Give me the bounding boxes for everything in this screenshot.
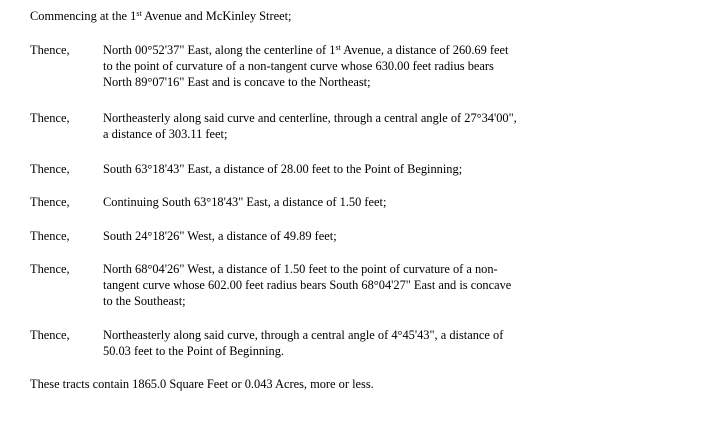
call-lead: Thence, <box>30 111 70 125</box>
call-line: to the Southeast; <box>103 294 186 308</box>
area-summary: These tracts contain 1865.0 Square Feet or 0.043 Acres, more or less. <box>30 377 374 391</box>
call-lead: Thence, <box>30 43 70 57</box>
call-text <box>103 327 593 359</box>
call-line: Northeasterly along said curve, through a central angle of 4°45'43", a distance of <box>103 328 504 342</box>
call-line <box>103 42 593 58</box>
call-line: 50.03 feet to the Point of Beginning. <box>103 344 285 358</box>
call-line: South 24°18'26" West, a distance of 49.89 feet; <box>103 229 337 243</box>
call-text <box>103 110 593 142</box>
call-lead: Thence, <box>30 195 70 209</box>
ordinal-suffix: st <box>335 43 341 52</box>
call-line: South 63°18'43" East, a distance of 28.00 feet to the Point of Beginning; <box>103 162 463 176</box>
commencing-text-start: Commencing at the 1 <box>30 9 137 23</box>
ordinal-suffix: st <box>136 9 142 18</box>
call-line: North 68°04'26" West, a distance of 1.50 feet to the point of curvature of a non- <box>103 262 498 276</box>
call-lead: Thence, <box>30 328 70 342</box>
call-text <box>103 261 593 309</box>
call-line: a distance of 303.11 feet; <box>103 127 228 141</box>
commencing-text-end: Avenue and McKinley Street; <box>141 9 292 23</box>
call-line-text: Avenue, a distance of 260.69 feet <box>340 43 509 57</box>
call-text <box>103 161 593 177</box>
call-line: to the point of curvature of a non-tangent curve whose 630.00 feet radius bears <box>103 59 494 73</box>
call-text <box>103 42 593 90</box>
call-lead: Thence, <box>30 162 70 176</box>
call-line: Continuing South 63°18'43" East, a distance of 1.50 feet; <box>103 195 387 209</box>
call-line: North 89°07'16" East and is concave to the Northeast; <box>103 75 371 89</box>
call-lead: Thence, <box>30 262 70 276</box>
commencing-statement <box>30 8 291 24</box>
call-line: tangent curve whose 602.00 feet radius bears South 68°04'27" East and is concave <box>103 278 512 292</box>
call-text <box>103 228 593 244</box>
call-line-text: North 00°52'37" East, along the centerline of 1 <box>103 43 336 57</box>
call-line: Northeasterly along said curve and centerline, through a central angle of 27°34'00", <box>103 111 517 125</box>
call-lead: Thence, <box>30 229 70 243</box>
call-text <box>103 194 593 210</box>
